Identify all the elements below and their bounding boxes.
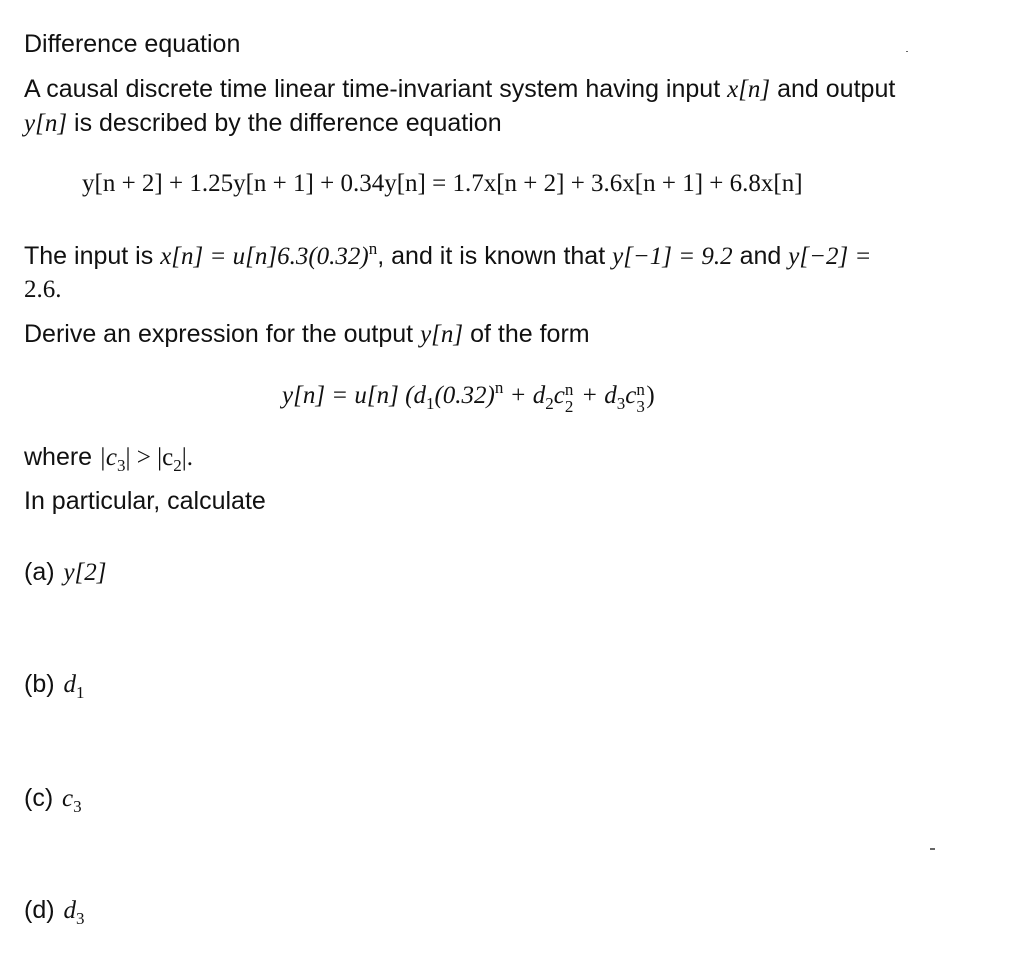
- part-a: [24, 558, 107, 587]
- part-d-label: (d): [24, 896, 55, 924]
- input-statement-line-1: [24, 240, 871, 273]
- intro-text: A causal discrete time linear time-invariant system having input: [24, 75, 721, 103]
- input-exponent: n: [368, 239, 378, 258]
- input-expression: $x[n] = u[n]6.3(0.32)^n$: [160, 239, 378, 270]
- where-line: [24, 441, 193, 474]
- derive-symbol: y[n]: [420, 321, 464, 348]
- input-middle: , and it is known that: [377, 242, 606, 270]
- condition-y-minus-2-value: 2.6.: [24, 276, 62, 303]
- part-d: [24, 896, 85, 928]
- part-a-variable: y[2]: [63, 559, 107, 586]
- input-prefix: The input is: [24, 242, 154, 270]
- input-symbol: x[n]: [727, 76, 771, 103]
- derive-text: Derive an expression for the output: [24, 320, 414, 348]
- in-particular-text: In particular, calculate: [24, 487, 266, 515]
- condition-y-minus-2: y[−2] =: [788, 243, 872, 270]
- scan-artifact-dash: [930, 848, 935, 850]
- problem-heading: Difference equation: [24, 30, 241, 58]
- part-c-variable: $c_3$: [62, 785, 82, 816]
- scan-artifact-dot: [906, 51, 908, 52]
- where-condition: $|c_3| > |c_2|$.: [99, 444, 193, 475]
- part-b: [24, 670, 85, 702]
- and-word: and: [739, 242, 782, 270]
- derive-line: [24, 318, 590, 351]
- part-b-label: (b): [24, 670, 55, 698]
- intro-tail: and output: [777, 75, 896, 103]
- part-c: [24, 784, 82, 816]
- where-word: where: [24, 443, 93, 471]
- output-symbol: y[n]: [24, 110, 68, 137]
- intro-line-1: [24, 73, 895, 106]
- intro-line-2: [24, 107, 502, 140]
- part-c-label: (c): [24, 784, 54, 812]
- part-a-label: (a): [24, 558, 55, 586]
- difference-equation: y[n + 2] + 1.25y[n + 1] + 0.34y[n] = 1.7x[n + 2] + 3.6x[n + 1] + 6.8x[n]: [82, 170, 803, 197]
- part-b-variable: $d_1$: [63, 671, 85, 702]
- condition-y-minus-1: y[−1] = 9.2: [612, 243, 733, 270]
- problem-document: [24, 0, 1004, 976]
- intro-line-2-text: is described by the difference equation: [74, 109, 502, 137]
- part-d-variable: $d_3$: [63, 897, 85, 928]
- form-equation: y[n] = u[n] ($d_1(0.32)^n + d_2c$ n 2 + $d_3c$ n 3 ): [282, 378, 655, 416]
- derive-tail: of the form: [470, 320, 590, 348]
